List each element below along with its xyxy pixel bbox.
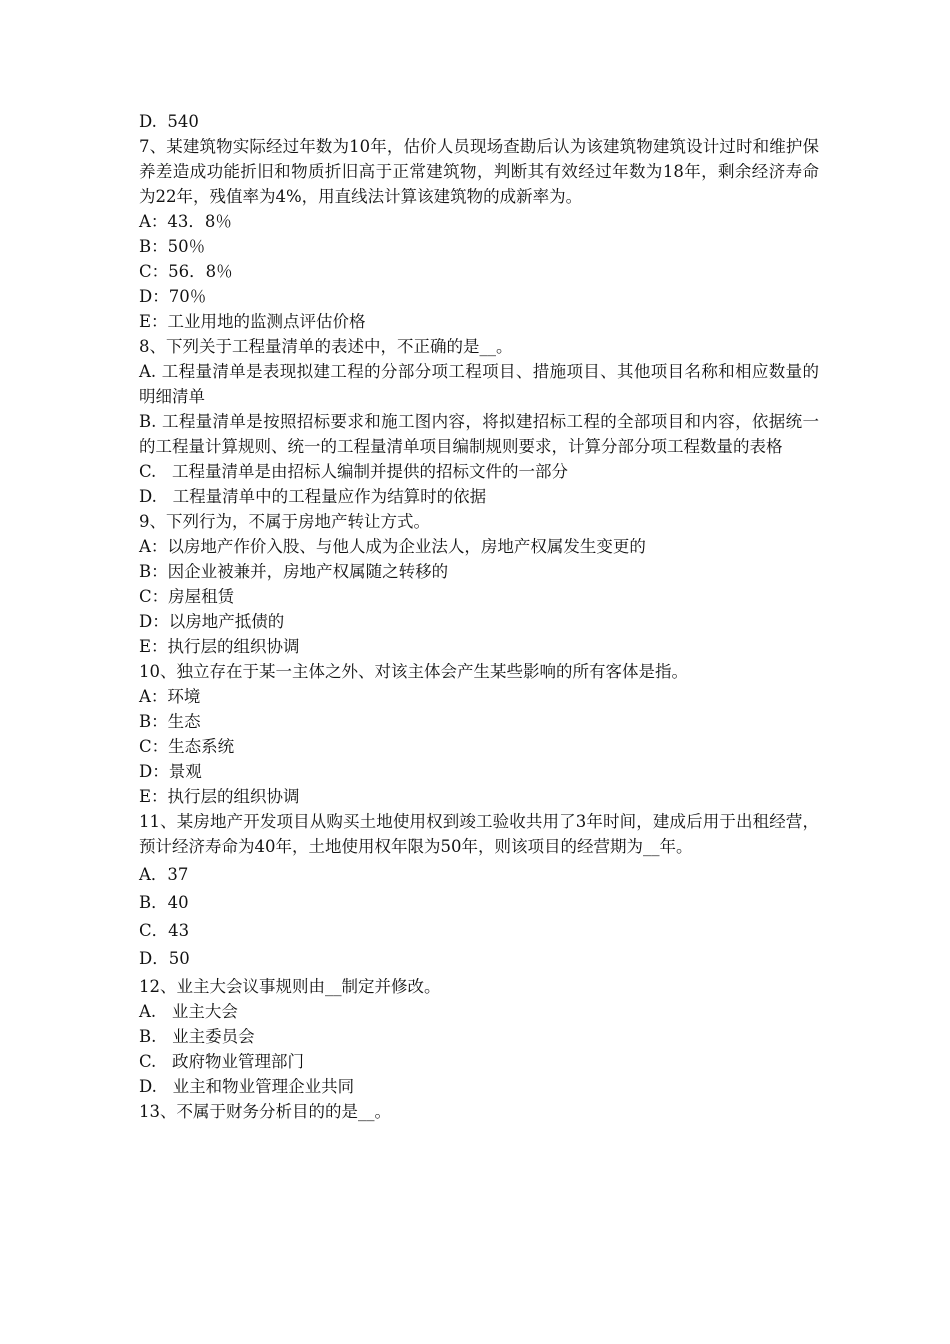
question-9: 9、下列行为，不属于房地产转让方式。	[139, 512, 430, 531]
option-12b: B. 业主委员会	[139, 1027, 255, 1046]
question-12: 12、业主大会议事规则由__制定并修改。	[139, 977, 441, 996]
option-7c: C：56．8％	[139, 262, 233, 281]
option-11b: B．40	[139, 893, 189, 912]
option-9b: B：因企业被兼并，房地产权属随之转移的	[139, 562, 449, 581]
option-10d: D：景观	[139, 762, 202, 781]
option-9e: E：执行层的组织协调	[139, 637, 300, 656]
question-10: 10、独立存在于某一主体之外、对该主体会产生某些影响的所有客体是指。	[139, 662, 688, 681]
option-7e: E：工业用地的监测点评估价格	[139, 312, 366, 331]
option-10a: A：环境	[139, 687, 201, 706]
option-11d: D．50	[139, 949, 190, 968]
option-12c: C. 政府物业管理部门	[139, 1052, 305, 1071]
option-10c: C：生态系统	[139, 737, 235, 756]
option-8a: A. 工程量清单是表现拟建工程的分部分项工程项目、措施项目、其他项目名称和相应数量的明细清单	[139, 362, 819, 406]
option-12d: D. 业主和物业管理企业共同	[139, 1077, 355, 1096]
option-7a: A：43．8％	[139, 212, 232, 231]
option-10e: E：执行层的组织协调	[139, 787, 300, 806]
option-11c: C．43	[139, 921, 190, 940]
option-8b: B. 工程量清单是按照招标要求和施工图内容，将拟建招标工程的全部项目和内容，依据统一的工程量计算规则、统一的工程量清单项目编制规则要求，计算分部分项工程数量的表格	[139, 412, 819, 456]
option-10b: B：生态	[139, 712, 201, 731]
option-8d: D. 工程量清单中的工程量应作为结算时的依据	[139, 487, 487, 506]
option-12a: A. 业主大会	[139, 1002, 238, 1021]
question-8: 8、下列关于工程量清单的表述中，不正确的是__。	[139, 337, 513, 356]
option-6d: D. 540	[139, 112, 199, 131]
question-13: 13、不属于财务分析目的的是__。	[139, 1102, 391, 1121]
document-page	[139, 109, 819, 1124]
option-7b: B：50％	[139, 237, 206, 256]
option-8c: C. 工程量清单是由招标人编制并提供的招标文件的一部分	[139, 462, 569, 481]
option-9d: D：以房地产抵债的	[139, 612, 285, 631]
question-11: 11、某房地产开发项目从购买土地使用权到竣工验收共用了3年时间，建成后用于出租经营，预计经济寿命为40年，土地使用权年限为50年，则该项目的经营期为__年。	[139, 812, 819, 856]
option-9a: A：以房地产作价入股、与他人成为企业法人，房地产权属发生变更的	[139, 537, 646, 556]
option-9c: C：房屋租赁	[139, 587, 235, 606]
option-7d: D：70％	[139, 287, 207, 306]
option-11a: A．37	[139, 865, 189, 884]
question-7: 7、某建筑物实际经过年数为10年，估价人员现场查勘后认为该建筑物建筑设计过时和维护保养差造成功能折旧和物质折旧高于正常建筑物，判断其有效经过年数为18年，剩余经济寿命为22年，残值率为4%，用直线法计算该建筑物的成新率为。	[139, 137, 819, 206]
